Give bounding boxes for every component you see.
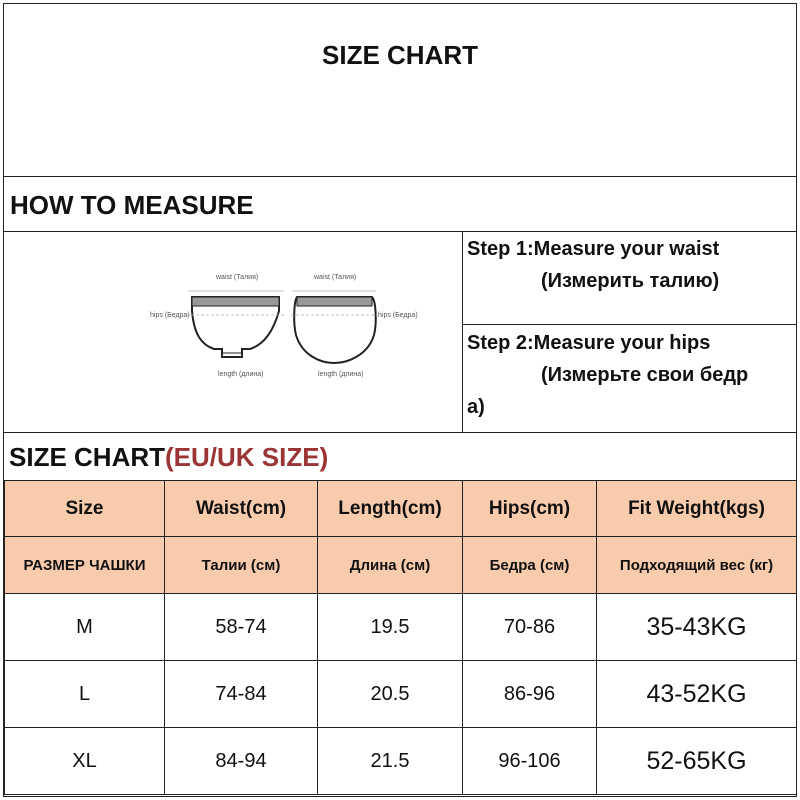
header-size: Size	[5, 481, 165, 537]
cell-size: XL	[5, 728, 165, 795]
size-chart-heading-section	[4, 432, 796, 480]
size-chart-region-label: (EU/UK SIZE)	[165, 442, 329, 472]
front-waist-label: waist (Талия)	[216, 274, 259, 281]
cell-hips: 96-106	[463, 728, 597, 795]
header-hips: Hips(cm)	[463, 481, 597, 537]
measure-diagram	[4, 231, 463, 432]
size-chart-heading	[9, 442, 328, 473]
cell-weight: 35-43KG	[597, 594, 797, 661]
back-waist-label: waist (Талия)	[314, 274, 357, 281]
size-chart-heading-text: SIZE CHART	[9, 442, 165, 472]
cell-waist: 84-94	[165, 728, 318, 795]
front-hips-label: hips (Бедра)	[150, 312, 190, 319]
cell-hips: 70-86	[463, 594, 597, 661]
header-size-ru: РАЗМЕР ЧАШКИ	[5, 537, 165, 594]
cell-size: L	[5, 661, 165, 728]
header-weight: Fit Weight(kgs)	[597, 481, 797, 537]
cell-length: 20.5	[318, 661, 463, 728]
back-brief-figure	[291, 291, 378, 363]
header-weight-ru: Подходящий вес (кг)	[597, 537, 797, 594]
how-to-measure-heading: HOW TO MEASURE	[10, 190, 254, 220]
header-hips-ru: Бедра (см)	[463, 537, 597, 594]
step-2-translation: (Измерьте свои бедр	[541, 364, 749, 386]
table-row	[5, 661, 797, 728]
back-length-label: length (длина)	[318, 371, 364, 378]
size-chart-sheet	[3, 3, 797, 797]
step-2-cell	[463, 325, 796, 432]
how-to-measure-section	[4, 176, 796, 232]
cell-waist: 74-84	[165, 661, 318, 728]
step-1-cell	[463, 231, 796, 325]
header-length: Length(cm)	[318, 481, 463, 537]
title-section	[4, 4, 796, 177]
cell-length: 21.5	[318, 728, 463, 795]
header-waist-ru: Талии (см)	[165, 537, 318, 594]
front-length-label: length (длина)	[218, 371, 264, 378]
step-2-translation-end: а)	[467, 396, 485, 418]
back-hips-label: hips (Бедра)	[378, 312, 418, 319]
page-title: SIZE CHART	[322, 40, 478, 70]
header-waist: Waist(cm)	[165, 481, 318, 537]
size-table	[4, 480, 797, 795]
underwear-diagram-icon	[4, 231, 462, 432]
cell-length: 19.5	[318, 594, 463, 661]
step-1-text: Step 1:Measure your waist	[467, 238, 720, 260]
cell-size: M	[5, 594, 165, 661]
cell-weight: 52-65KG	[597, 728, 797, 795]
header-length-ru: Длина (см)	[318, 537, 463, 594]
table-header-row-ru	[5, 537, 797, 594]
table-header-row	[5, 481, 797, 537]
step-2-text: Step 2:Measure your hips	[467, 332, 711, 354]
cell-hips: 86-96	[463, 661, 597, 728]
measure-section	[4, 231, 796, 433]
cell-weight: 43-52KG	[597, 661, 797, 728]
cell-waist: 58-74	[165, 594, 318, 661]
table-row	[5, 594, 797, 661]
front-brief-figure	[186, 291, 285, 357]
table-row	[5, 728, 797, 795]
step-1-translation: (Измерить талию)	[541, 270, 720, 292]
